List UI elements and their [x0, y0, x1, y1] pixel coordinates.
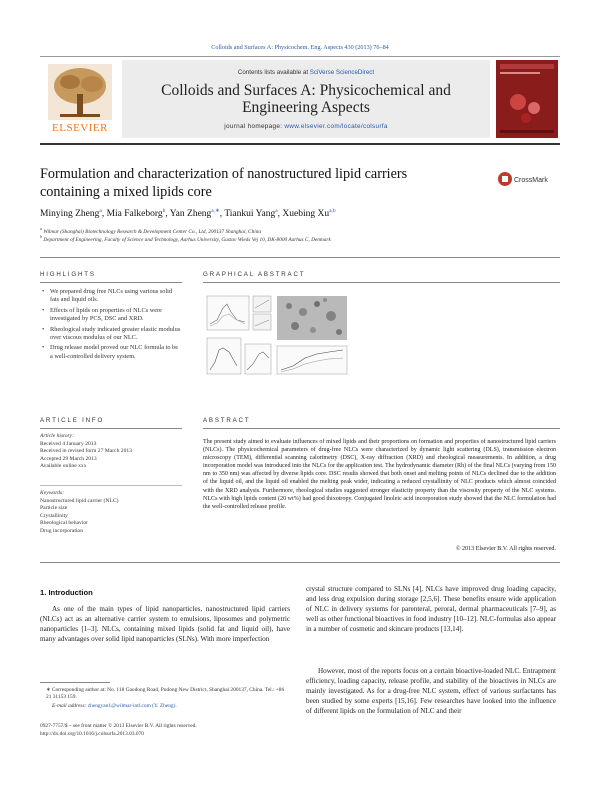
journal-banner: [122, 60, 490, 138]
email-link[interactable]: zhengyan1@wilmar-intl.com (Y. Zheng).: [87, 703, 177, 709]
history-item: Received in revised form 27 March 2013: [40, 448, 132, 454]
ga-small-panel: [253, 314, 271, 330]
article-history: [40, 433, 180, 471]
abstract-rule: [203, 428, 560, 429]
email-note: [40, 703, 290, 710]
keyword: Drug incorporation: [40, 527, 84, 534]
journal-title-line2: Engineering Aspects: [242, 99, 370, 116]
author-name[interactable]: Xuebing Xu: [282, 209, 330, 220]
journal-title-line1: Colloids and Surfaces A: Physicochemical and: [161, 82, 451, 99]
article-title-line2: containing a mixed lipids core: [40, 183, 212, 200]
graphical-abstract-rule: [203, 282, 560, 283]
highlight-item: • Rheological study indicated greater elastic modulus over viscous modulus of our NLC.: [42, 326, 182, 343]
highlight-item: • Effects of lipids on properties of NLCs were investigated by PCS, DSC and XRD.: [42, 307, 182, 324]
affiliation-text: Department of Engineering, Faculty of Science and Technology, Aarhus University, Gustav Wieds Vej 10, DK-8000 Aarhus C, Denmark: [43, 236, 331, 243]
article-info-rule: [40, 428, 182, 429]
publisher-name: ELSEVIER: [52, 122, 108, 134]
abstract-copyright: © 2013 Elsevier B.V. All rights reserved.: [455, 546, 556, 552]
header-bottom-rule: [40, 143, 560, 145]
email-label: E-mail address:: [52, 703, 88, 709]
doi-link[interactable]: http://dx.doi.org/10.1016/j.colsurfa.2013.03.070: [40, 731, 144, 737]
abstract-bottom-rule: [40, 562, 560, 563]
issn-line: 0927-7757/$ – see front matter © 2013 Elsevier B.V. All rights reserved.: [40, 723, 197, 729]
author-name[interactable]: Mia Falkeborg: [106, 209, 163, 220]
ga-chart-panel: [277, 346, 347, 374]
article-info-divider: [40, 485, 182, 486]
elsevier-tree-icon: [40, 60, 120, 138]
author-name[interactable]: Yan Zheng: [169, 209, 212, 220]
affiliation-mark: b: [40, 234, 42, 239]
affiliation-mark: a: [40, 226, 42, 231]
footnote-rule: [40, 682, 110, 683]
affiliation: [40, 234, 331, 243]
keyword: Rheological behavior: [40, 520, 88, 526]
homepage-prefix: journal homepage:: [224, 123, 285, 130]
article-title-line1: Formulation and characterization of nanostructured lipid carriers: [40, 166, 408, 182]
contents-line: [122, 69, 490, 76]
journal-homepage: [122, 123, 490, 130]
highlights-heading: HIGHLIGHTS: [40, 271, 96, 278]
journal-cover-thumbnail: [496, 60, 558, 138]
affiliation-text: Wilmar (Shanghai) Biotechnology Research & Development Center Co., Ltd, 200137 Shanghai, China: [43, 228, 262, 235]
elsevier-logo: [40, 60, 120, 138]
author-marks[interactable]: b: [162, 208, 166, 214]
author-marks[interactable]: a: [99, 208, 102, 214]
highlights-list: [42, 288, 182, 363]
author-name[interactable]: Tiankui Yang: [224, 209, 276, 220]
introduction-heading: 1. Introduction: [40, 588, 93, 597]
graphical-abstract-image: [205, 292, 355, 382]
affiliation-rule: [40, 257, 560, 258]
keyword: Particle size: [40, 505, 68, 511]
article-title: [40, 166, 460, 201]
sciencedirect-link[interactable]: SciVerse ScienceDirect: [309, 69, 375, 76]
highlight-item: • We prepared drug free NLCs using various solid fats and liquid oils.: [42, 288, 182, 305]
introduction-right-paragraph: However, most of the reports focus on a certain bioactive-loaded NLC. Entrapment efficiency, loading capacity, release profile, and stability of the bioactives in NLCs are mainly investigated. As for a drug-free NLC system, effect of various surfactants has been studied by some experts [15,16]. Few researches have looked into the influence of different lipids on the formulation of NLC and their: [306, 667, 556, 715]
author-marks[interactable]: a,b: [329, 208, 336, 214]
history-item: Accepted 29 March 2013: [40, 455, 97, 462]
history-item: Available online xxx: [40, 463, 87, 469]
highlight-item: • Drug release model proved our NLC formula to be a well-controlled delivery system.: [42, 344, 182, 361]
history-item: Received 4 January 2013: [40, 440, 97, 447]
keyword: Crystallinity: [40, 512, 68, 519]
author-marks[interactable]: a,∗: [211, 208, 220, 214]
ga-chart-panel: [207, 338, 241, 374]
introduction-left-paragraph: As one of the main types of lipid nanoparticles, nanostructured lipid carriers (NLCs) act as an alternative carrier system to emulsions, liposomes and polymetric nanoparticles [1–3]. NLCs, containing mixed lipids (solid fat and liquid oil), have many advantages over solid lipid nanoparticles (SLNs). With more imperfection: [40, 605, 290, 643]
article-info-heading: ARTICLE INFO: [40, 417, 105, 424]
author-list: Minying Zheng$^a$, Mia Falkeborg$^b$, Yan Zheng$^{a,∗}$, Tiankui Yang$^a$, Xuebing Xu$^{a,b}$: [40, 208, 336, 220]
ga-chart-panel: [245, 344, 271, 374]
homepage-link[interactable]: www.elsevier.com/locate/colsurfa: [284, 123, 388, 130]
author-marks[interactable]: a: [275, 208, 278, 214]
introduction-right-paragraph: crystal structure compared to SLNs [4], NLCs have improved drug loading capacity, and less drug expulsion during storage [2,5,6]. These benefits ensure wide application of NLC in delivery systems for parenteral, peroral, dermal pharmaceuticals [7–9], as well as other functional bioactives in food industry [10–12]. NLC-formulas also appear in a number of cosmetic and skincare products [13,14].: [306, 585, 556, 633]
journal-title: [122, 82, 490, 116]
highlights-rule: [40, 282, 182, 283]
article-history-label: Article history:: [40, 433, 75, 439]
keywords: [40, 490, 180, 535]
journal-reference[interactable]: Colloids and Surfaces A: Physicochem. Eng. Aspects 430 (2013) 76–84: [211, 44, 389, 51]
keywords-label: Keywords:: [40, 490, 65, 496]
abstract-heading: ABSTRACT: [203, 417, 251, 424]
header-top-rule: [40, 56, 560, 57]
abstract-text: The present study aimed to evaluate influences of mixed lipids and their proportions on formation and properties of nanostructured lipid carriers (NLCs). The physicochemical parameters of drug-free NLCs were characterized by dynamic light scattering (DLS), transmission electron microscopy (TEM), differential scanning calorimetry (DSC), X-ray diffraction (XRD) and rheological measurements. In addition, a drug incorporation model was introduced into the NLCs for the application test. The hydrodynamic diameter (Rh) of the final NLCs (varying from 150 nm to 350 nm) was affected by diverse lipids core. DSC results showed that both onset and melting points of NLCs declined due to the addition of the liquid oil, and the liquid oil enabled the melting peak wider, indicating a reduced crystallinity of NLC products which almost coincided with the XRD analysis. Furthermore, rheological studies suggested stronger elasticity property than the viscosity property of the NLC systems. NLCs with high lipids content (20 wt%) had good thixotropy. Conjugated linoleic acid incorporation study showed that the NLC formulation had the well-controlled release profile.: [203, 439, 556, 510]
keyword: Nanostructured lipid carrier (NLC): [40, 497, 119, 504]
author-name[interactable]: Minying Zheng: [40, 209, 100, 220]
crossmark-badge[interactable]: [497, 171, 559, 187]
graphical-abstract-heading: GRAPHICAL ABSTRACT: [203, 271, 306, 278]
crossmark-label: CrossMark: [514, 177, 548, 184]
corresponding-author-note: ∗ Corresponding author at: No. 118 Gaodong Road, Pudong New District, Shanghai 200137, China. Tel.: +86 21 31153 159.: [46, 687, 285, 701]
contents-prefix: Contents lists available at: [237, 69, 310, 76]
